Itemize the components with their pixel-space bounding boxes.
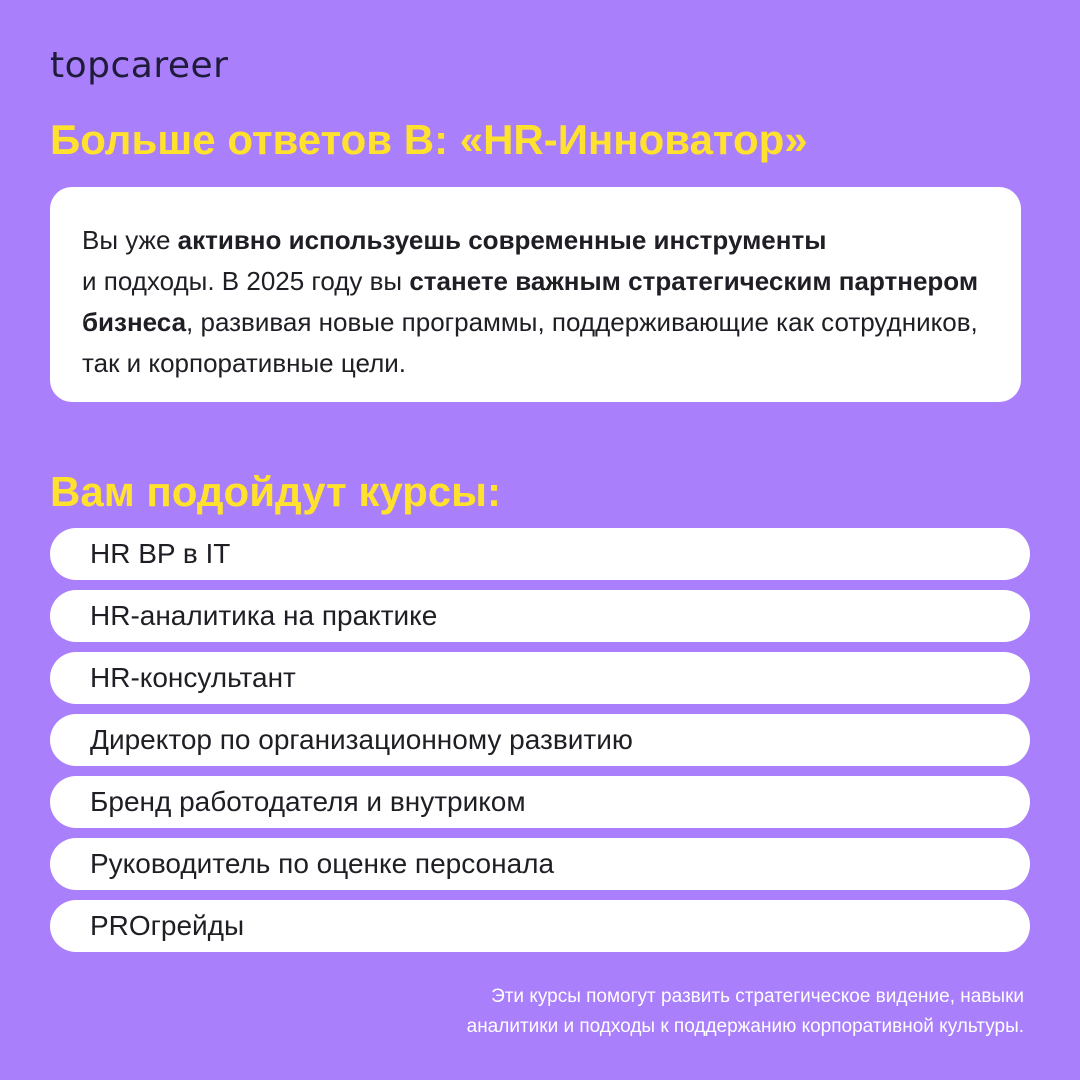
course-item-hr-consultant[interactable]: HR-консультант — [50, 652, 1030, 704]
course-item-assessment-lead[interactable]: Руководитель по оценке персонала — [50, 838, 1030, 890]
description-part: Вы уже — [82, 225, 178, 255]
description-part: и подходы. В 2025 году вы — [82, 266, 410, 296]
course-list — [50, 528, 1030, 962]
course-item-hr-analytics[interactable]: HR-аналитика на практике — [50, 590, 1030, 642]
description-emphasis: станете важным стратегическим партнером бизнеса — [82, 266, 979, 337]
description-part: , развивая новые программы, поддерживающие как сотрудников, так и корпоративные цели. — [82, 307, 978, 378]
brand-logo: topcareer — [50, 45, 229, 86]
footnote-line: аналитики и подходы к поддержанию корпоративной культуры. — [466, 1016, 1024, 1037]
footnote-line: Эти курсы помогут развить стратегическое видение, навыки — [491, 986, 1024, 1007]
course-item-progrades[interactable]: PROгрейды — [50, 900, 1030, 952]
course-item-employer-brand[interactable]: Бренд работодателя и внутриком — [50, 776, 1030, 828]
footnote — [467, 982, 1024, 1042]
course-item-org-development-director[interactable]: Директор по организационному развитию — [50, 714, 1030, 766]
courses-heading: Вам подойдут курсы: — [50, 468, 502, 515]
description-card — [50, 187, 1021, 402]
description-text — [82, 220, 991, 384]
page-title: Больше ответов В: «HR-Инноватор» — [50, 116, 808, 163]
course-item-hr-bp-it[interactable]: HR BP в IT — [50, 528, 1030, 580]
description-emphasis: активно используешь современные инструменты — [177, 225, 827, 255]
